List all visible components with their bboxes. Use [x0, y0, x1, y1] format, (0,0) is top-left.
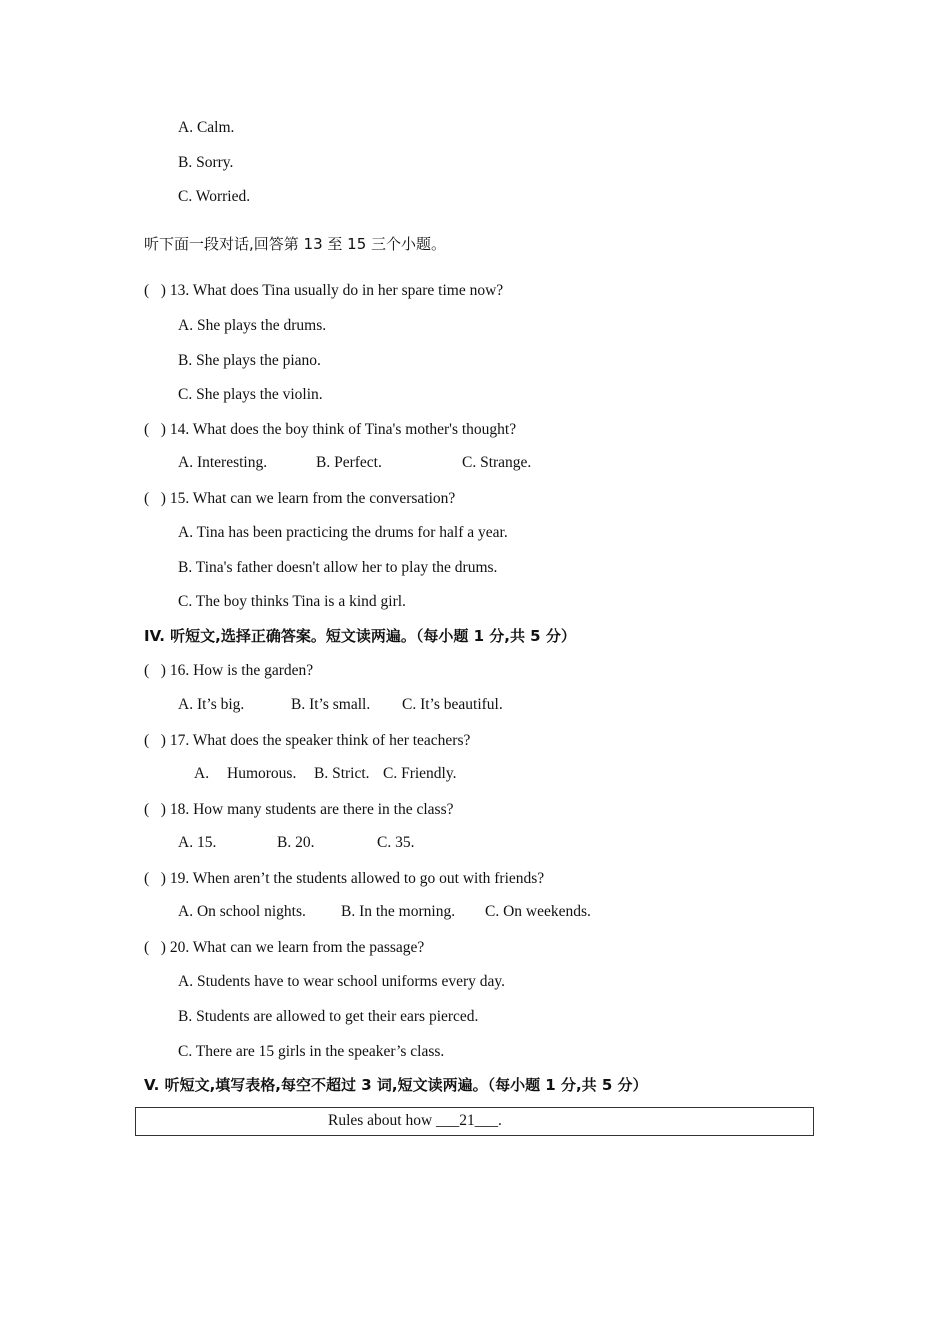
- q14-stem: ( ) 14. What does the boy think of Tina's mother's thought?: [144, 421, 517, 438]
- q18-option-a: A. 15.: [178, 834, 217, 851]
- q16-option-b: B. It’s small.: [291, 696, 371, 713]
- q18-stem: ( ) 18. How many students are there in the class?: [144, 801, 454, 818]
- q17-option-a-letter: A.: [194, 765, 210, 782]
- q15-option-c: C. The boy thinks Tina is a kind girl.: [178, 593, 406, 610]
- q15-option-a: A. Tina has been practicing the drums for half a year.: [178, 524, 508, 541]
- q13-option-c: C. She plays the violin.: [178, 386, 323, 403]
- q18-option-b: B. 20.: [277, 834, 315, 851]
- q13-option-b: B. She plays the piano.: [178, 352, 321, 369]
- section-5-title: V. 听短文,填写表格,每空不超过 3 词,短文读两遍。（每小题 1 分,共 5 分）: [144, 1076, 648, 1094]
- q14-option-c: C. Strange.: [462, 454, 532, 471]
- q16-option-c: C. It’s beautiful.: [402, 696, 503, 713]
- q19-option-b: B. In the morning.: [341, 903, 456, 920]
- q19-option-c: C. On weekends.: [485, 903, 591, 920]
- q20-stem: ( ) 20. What can we learn from the passage?: [144, 939, 425, 956]
- q17-option-c: C. Friendly.: [383, 765, 457, 782]
- q20-option-b: B. Students are allowed to get their ears pierced.: [178, 1008, 479, 1025]
- q15-option-b: B. Tina's father doesn't allow her to play the drums.: [178, 559, 498, 576]
- q16-option-a: A. It’s big.: [178, 696, 245, 713]
- q19-option-a: A. On school nights.: [178, 903, 306, 920]
- q14-option-b: B. Perfect.: [316, 454, 382, 471]
- q20-option-a: A. Students have to wear school uniforms every day.: [178, 973, 505, 990]
- q12-option-c: C. Worried.: [178, 188, 251, 205]
- q13-stem: ( ) 13. What does Tina usually do in her spare time now?: [144, 282, 504, 299]
- q13-option-a: A. She plays the drums.: [178, 317, 327, 334]
- q16-stem: ( ) 16. How is the garden?: [144, 662, 314, 679]
- q12-option-a: A. Calm.: [178, 119, 235, 136]
- instruction-13-15: 听下面一段对话,回答第 13 至 15 三个小题。: [144, 235, 447, 253]
- q17-stem: ( ) 17. What does the speaker think of her teachers?: [144, 732, 471, 749]
- q14-option-a: A. Interesting.: [178, 454, 268, 471]
- q17-option-a-text: Humorous.: [227, 765, 297, 782]
- rules-table: [135, 1107, 814, 1136]
- rules-table-header: Rules about how ___21___.: [328, 1112, 502, 1129]
- q20-option-c: C. There are 15 girls in the speaker’s class.: [178, 1043, 445, 1060]
- q12-option-b: B. Sorry.: [178, 154, 234, 171]
- q15-stem: ( ) 15. What can we learn from the conversation?: [144, 490, 456, 507]
- section-4-title: IV. 听短文,选择正确答案。短文读两遍。（每小题 1 分,共 5 分）: [144, 627, 576, 645]
- q17-option-b: B. Strict.: [314, 765, 370, 782]
- q19-stem: ( ) 19. When aren’t the students allowed to go out with friends?: [144, 870, 545, 887]
- q18-option-c: C. 35.: [377, 834, 415, 851]
